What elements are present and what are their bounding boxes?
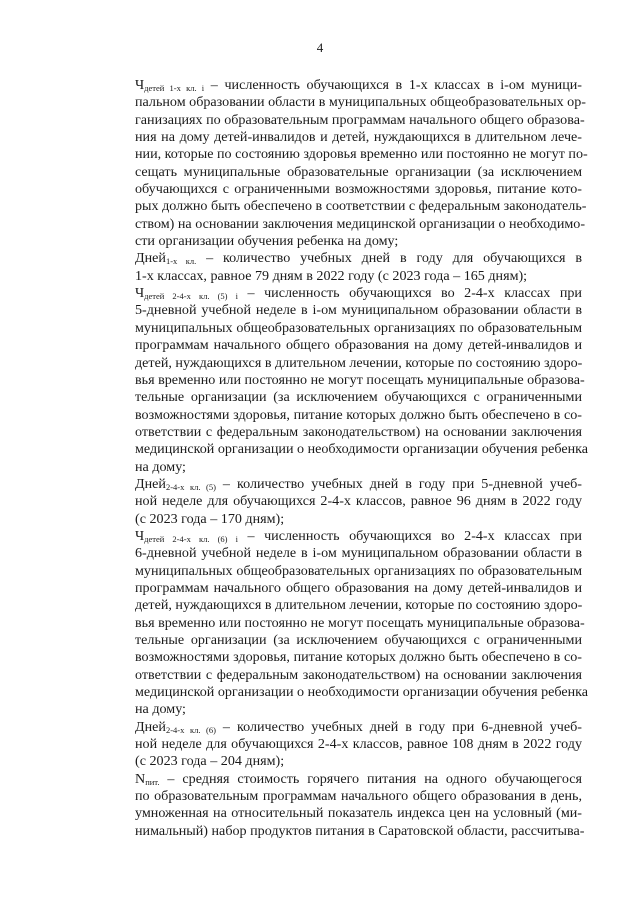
paragraph: $Ч_{детей 2-4-х кл. (5) i}$ – численность обучающихся во 2-4-х классах при 5-дневной учебной неделе в i-ом муниципальном образовании области в муниципальных общеобразовательных организациях по образовательным программам начального общего образования на дому детей-инвалидов и детей, нуждающихся в длительном лечении, которые по состоянию здоро- вья временно или постоянно не могут посещать муниципальные образова- тельные организации (за исключением обучающихся с ограниченными возможностями здоровья, питание которых должно быть обеспечено в со- ответствии с федеральным законодательством) на основании заключения медицинской организации о необходимости организации обучения ребенка на дому; — [135, 285, 589, 475]
symbol-subscript: 2-4-х кл. (6) — [165, 724, 216, 735]
symbol: Ч — [135, 77, 145, 93]
symbol: Дней — [135, 250, 166, 267]
paragraph: Дней$_{1-х кл.}$ – количество учебных дней в году для обучающихся в 1-х классах, равное 79 дням в 2022 году (с 2023 года – 165 дням); — [135, 250, 583, 284]
symbol-subscript: детей 2-4-х кл. (6) i — [144, 533, 238, 544]
symbol: Ч — [135, 527, 145, 544]
symbol: Дней — [135, 475, 166, 492]
symbol-subscript: 2-4-х кл. (5) — [165, 481, 216, 492]
page-number: 4 — [316, 40, 324, 55]
symbol-subscript: детей 2-4-х кл. (5) i — [144, 291, 238, 302]
symbol-subscript: 1-х кл. — [165, 256, 197, 267]
document-body — [97, 77, 589, 840]
paragraph: Дней$_{2-4-х кл. (6)}$ – количество учебных дней в году при 6-дневной учеб- ной неделе для обучающихся 2-4-х классов, равное 108 дням в 2022 году (с 2023 года – 204 дням); — [135, 718, 583, 770]
symbol: Дней — [135, 718, 166, 735]
symbol-subscript: пит. — [145, 776, 160, 787]
paragraph: $Ч_{детей 2-4-х кл. (6) i}$ – численность обучающихся во 2-4-х классах при 6-дневной учебной неделе в i-ом муниципальном образовании области в муниципальных общеобразовательных организациях по образовательным программам начального общего образования на дому детей-инвалидов и детей, нуждающихся в длительном лечении, которые по состоянию здоро- вья временно или постоянно не могут посещать муниципальные образова- тельные организации (за исключением обучающихся с ограниченными возможностями здоровья, питание которых должно быть обеспечено в со- ответствии с федеральным законодательством) на основании заключения медицинской организации о необходимости организации обучения ребенка на дому; — [135, 527, 589, 718]
symbol: Ч — [135, 285, 145, 302]
paragraph: $Ч_{детей 1-х кл. i}$ – численность обучающихся в 1-х классах в i-ом муници- пальном образовании области в муниципальных общеобразовательных ор- ганизациях по образовательным программам начального общего образова- ния на дому детей-инвалидов и детей, нуждающихся в длительном лече- нии, которые по состоянию здоровья временно или постоянно не могут по- сещать муниципальные образовательные организации (за исключением обучающихся с ограниченными возможностями здоровья, питание кото- рых должно быть обеспечено в соответствии с федеральным законодатель- ством) на основании заключения медицинской организации о необходимо- сти организации обучения ребенка на дому; — [135, 77, 588, 250]
paragraph: Дней$_{2-4-х кл. (5)}$ – количество учебных дней в году при 5-дневной учеб- ной неделе для обучающихся 2-4-х классов, равное 96 дням в 2022 году (с 2023 года – 170 дням); — [135, 475, 583, 527]
paragraph: $N_{пит.}$ – средняя стоимость горячего питания на одного обучающегося по образовательным программам начального общего образования в день, умноженная на относительный показатель индекса цен на условный (ми- нимальный) набор продуктов питания в Саратовской области, рассчитыва- — [135, 770, 585, 839]
symbol-subscript: детей 1-х кл. i — [144, 83, 205, 93]
symbol: N — [135, 770, 146, 787]
